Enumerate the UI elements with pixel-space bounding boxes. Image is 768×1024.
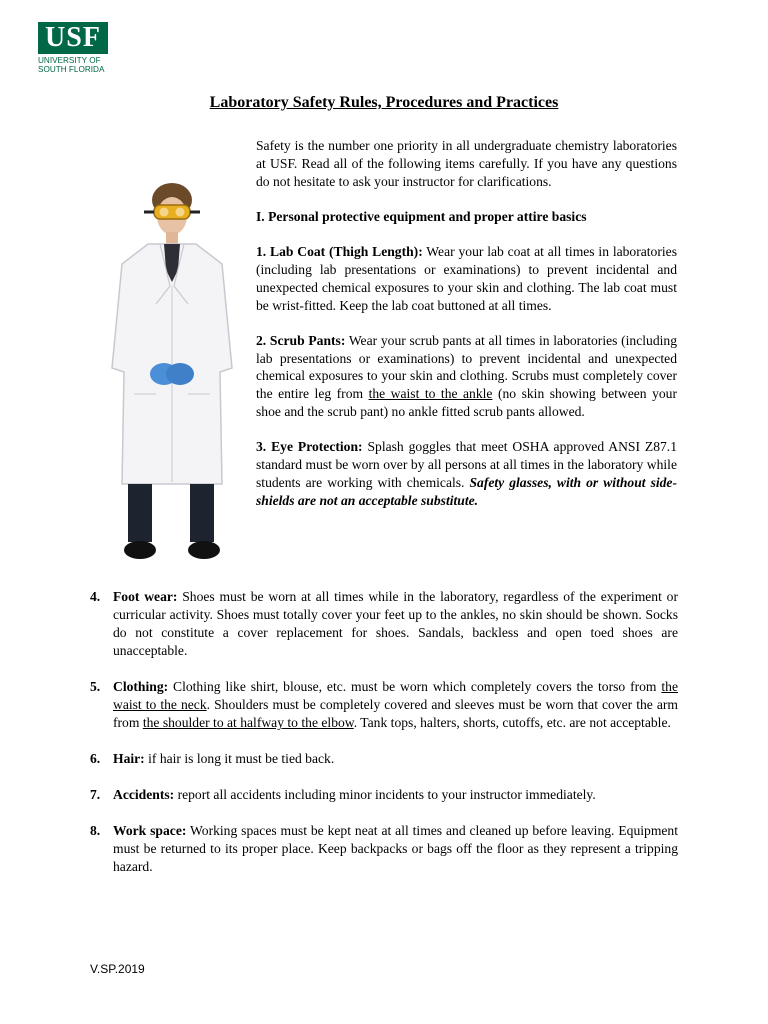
rule-work-space-label: Work space:	[113, 823, 187, 838]
usf-logo-mark: USF	[38, 22, 108, 54]
rule-hair-label: Hair:	[113, 751, 145, 766]
rule-lab-coat	[256, 243, 677, 314]
rule-accidents	[90, 786, 678, 804]
rule-scrub-pants-text-a: Wear your scrub pants at all times in laboratories (including lab presentations or examinations) to prevent incidental and unexpected chemical exposures to your skin and clothing. Scrubs must completely cover the entire leg from	[256, 332, 677, 402]
lab-attire-photo	[98, 178, 246, 566]
rule-eye-protection-text: Splash goggles that meet OSHA approved ANSI Z87.1 standard must be worn over by all persons at all times in the laboratory while students are working with chemicals.	[256, 439, 677, 490]
rules-list	[90, 588, 678, 876]
section-heading: I. Personal protective equipment and proper attire basics	[256, 208, 587, 224]
rule-work-space-text: Working spaces must be kept neat at all times and cleaned up before leaving. Equipment must be returned to its proper place. Keep backpacks or bags off the floor as they represent a tripping hazard.	[113, 823, 678, 874]
intro-paragraph: Safety is the number one priority in all undergraduate chemistry laboratories at USF. Read all of the following items carefully. If you have any questions do not hesitate to ask your instructor for clarifications.	[256, 138, 677, 189]
rule-number: 8.	[90, 823, 101, 838]
rule-foot-wear-text: Shoes must be worn at all times while in the laboratory, regardless of the experiment or curricular activity. Shoes must totally cover your feet up to the ankles, no skin should be shown. Socks do not constitute a cover replacement for shoes. Sandals, backless and open toed shoes are unacceptable.	[113, 589, 679, 658]
rule-foot-wear	[90, 588, 678, 660]
rule-hair	[90, 750, 678, 768]
rule-clothing-text-c: . Tank tops, halters, shorts, cutoffs, etc. are not acceptable.	[353, 715, 671, 730]
rule-lab-coat-label: 1. Lab Coat (Thigh Length):	[256, 244, 423, 260]
rule-number: 4.	[90, 589, 101, 604]
rule-accidents-label: Accidents:	[113, 787, 175, 802]
rule-foot-wear-label: Foot wear:	[113, 589, 178, 604]
rule-number: 6.	[90, 751, 101, 766]
rule-scrub-pants-underline: the waist to the ankle	[368, 386, 493, 402]
rule-eye-protection-label: 3. Eye Protection:	[256, 439, 363, 455]
usf-logo-line2: SOUTH FLORIDA	[38, 65, 105, 74]
rule-clothing	[90, 678, 678, 732]
usf-logo	[38, 22, 112, 74]
rule-eye-protection-emphasis: Safety glasses, with or without side-shields are not an acceptable substitute.	[256, 474, 677, 508]
usf-logo-line1: UNIVERSITY OF	[38, 56, 101, 65]
right-column	[256, 137, 677, 527]
rule-clothing-label: Clothing:	[113, 679, 169, 694]
rule-scrub-pants	[256, 332, 677, 421]
rule-scrub-pants-label: 2. Scrub Pants:	[256, 332, 346, 348]
rule-clothing-underline-b: the shoulder to at halfway to the elbow	[142, 715, 354, 730]
rule-work-space	[90, 822, 678, 876]
page-title: Laboratory Safety Rules, Procedures and Practices	[209, 94, 559, 111]
rule-scrub-pants-text-b: (no skin showing between your shoe and the scrub pant) no ankle fitted scrub pants allowed.	[256, 386, 677, 420]
rule-clothing-text-b: . Shoulders must be completely covered and sleeves must be worn that cover the arm from	[113, 697, 679, 730]
rule-hair-text: if hair is long it must be tied back.	[144, 751, 335, 766]
rule-lab-coat-text: Wear your lab coat at all times in laboratories (including lab presentations or examinations) to prevent incidental and unexpected chemical exposures to your skin and clothing. The lab coat must be wrist-fitted. Keep the lab coat buttoned at all times.	[256, 244, 677, 313]
rule-eye-protection	[256, 438, 677, 509]
rule-clothing-text-a: Clothing like shirt, blouse, etc. must be worn which completely covers the torso from	[168, 679, 662, 694]
rule-number: 5.	[90, 679, 101, 694]
version-footer: V.SP.2019	[90, 962, 145, 976]
rule-accidents-text: report all accidents including minor incidents to your instructor immediately.	[174, 787, 596, 802]
rule-number: 7.	[90, 787, 101, 802]
rule-clothing-underline-a: the waist to the neck	[113, 679, 678, 712]
